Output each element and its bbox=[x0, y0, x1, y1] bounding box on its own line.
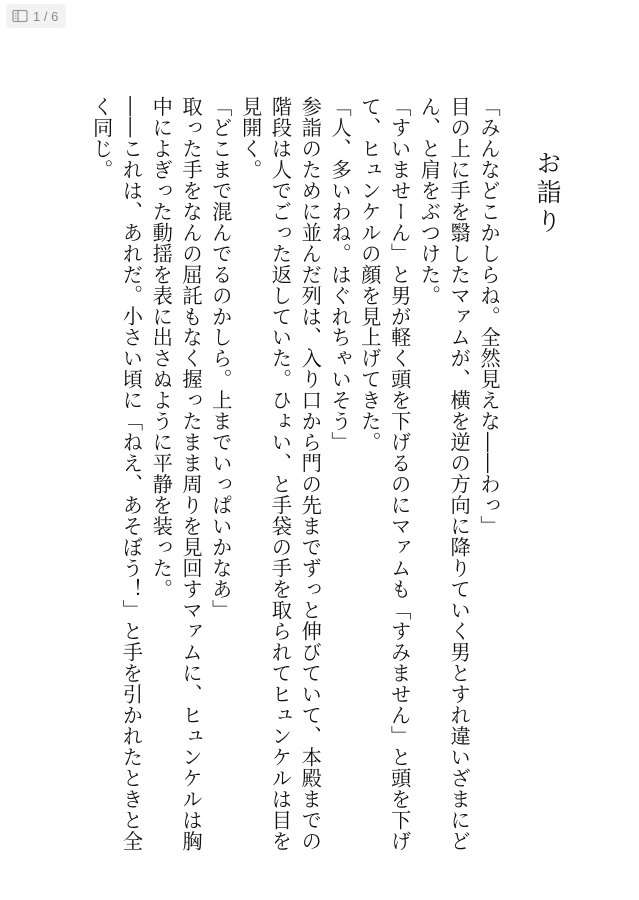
book-pages-icon bbox=[12, 9, 28, 23]
paragraph: 「みんなどこかしらね。全然見えな――わっ」 bbox=[477, 96, 501, 537]
page-indicator[interactable] bbox=[6, 4, 66, 28]
paragraph: 「どこまで混んでるのかしら。上までいっぱいかなあ」 bbox=[208, 96, 233, 621]
paragraph: 「人、多いわね。はぐれちゃいそう」 bbox=[328, 96, 353, 453]
paragraph: 目の上に手を翳したマァムが、横を逆の方向に降りていく男とすれ違いざまにどん、と肩をぶつけた。 bbox=[417, 96, 472, 852]
page-counter: 1 / 6 bbox=[33, 8, 59, 24]
paragraph: 取った手をなんの屈託もなく握ったまま周りを見回すマァムに、ヒュンケルは胸中によぎった動揺を表に出さぬように平静を装った。 bbox=[149, 96, 204, 852]
story-body bbox=[86, 96, 503, 856]
chapter-title: お詣り bbox=[533, 150, 562, 237]
paragraph: 参詣のために並んだ列は、入り口から門の先までずっと伸びていて、本殿までの階段は人でごった返していた。ひょい、と手袋の手を取られてヒュンケルは目を見開く。 bbox=[238, 96, 323, 852]
paragraph: ――これは、あれだ。小さい頃に「ねえ、あそぼう！」と手を引かれたときと全く同じ。 bbox=[89, 96, 144, 852]
paragraph: 「すいませーん」と男が軽く頭を下げるのにマァムも「すみません」と頭を下げて、ヒュンケルの顔を見上げてきた。 bbox=[357, 96, 412, 852]
